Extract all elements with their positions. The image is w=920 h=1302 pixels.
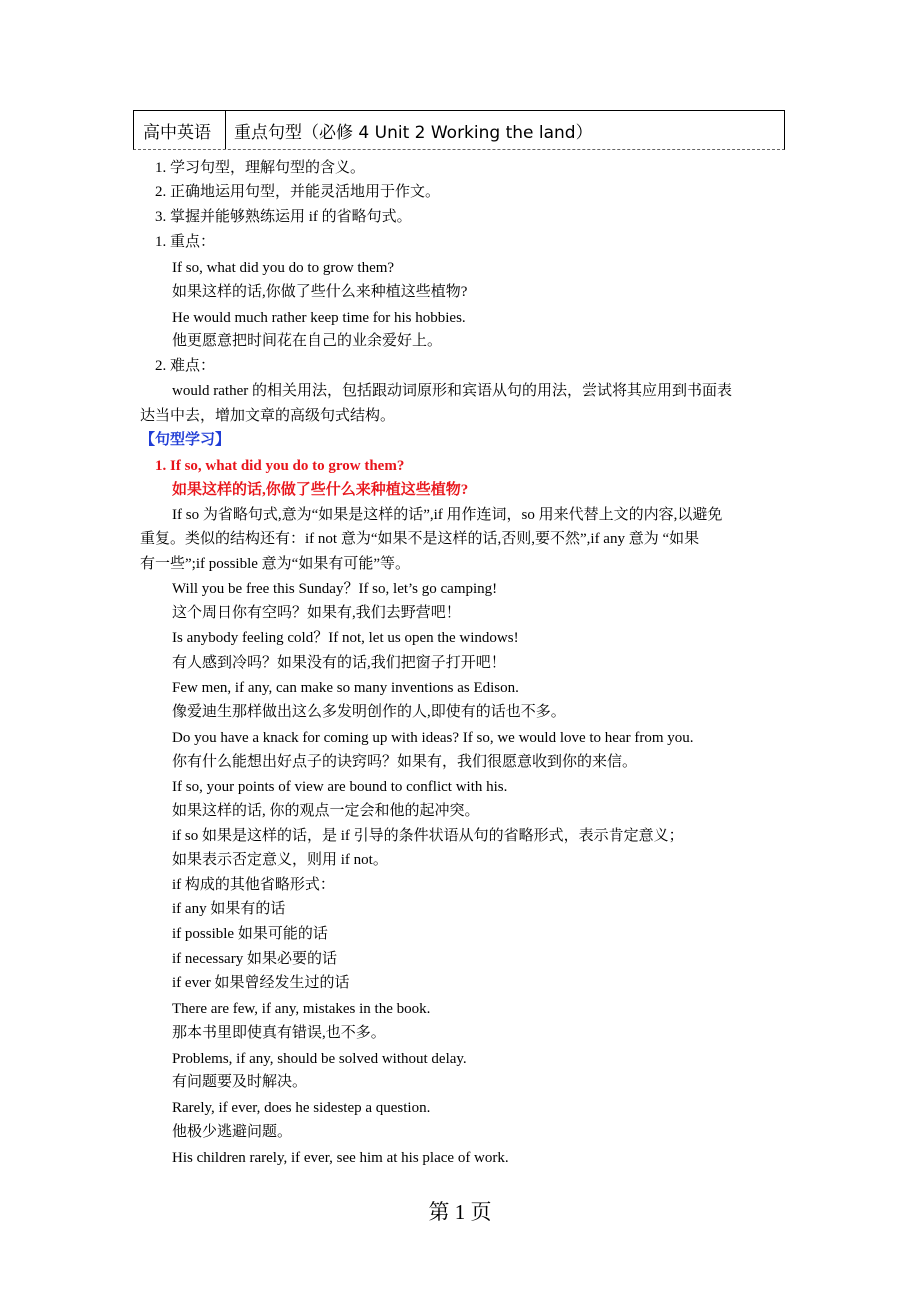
objective-3: 3. 掌握并能够熟练运用 if 的省略句式。 — [155, 209, 412, 225]
example-line: 有人感到冷吗？如果没有的话,我们把窗子打开吧！ — [172, 655, 506, 671]
example-line: His children rarely, if ever, see him at his place of work. — [172, 1150, 509, 1166]
example-line: 你有什么能想出好点子的诀窍吗？如果有，我们很愿意收到你的来信。 — [172, 754, 638, 770]
example-line: 如果这样的话, 你的观点一定会和他的起冲突。 — [172, 803, 480, 819]
example-line: Do you have a knack for coming up with ideas? If so, we would love to hear from you. — [172, 730, 694, 746]
key-points-label: 1. 重点： — [155, 234, 216, 250]
example-line: Few men, if any, can make so many inventions as Edison. — [172, 680, 519, 696]
example-line: if necessary 如果必要的话 — [172, 951, 337, 967]
explanation-line: If so 为省略句式,意为“如果是这样的话”,if 用作连词，so 用来代替上文的内容,以避免 — [172, 507, 723, 523]
sentence-1-en: 1. If so, what did you do to grow them? — [155, 458, 405, 474]
difficult-points-label: 2. 难点： — [155, 358, 216, 374]
example-line: Is anybody feeling cold？If not, let us open the windows! — [172, 630, 519, 646]
key-point-line: If so, what did you do to grow them? — [172, 260, 395, 276]
section-title: 【句型学习】 — [140, 432, 231, 448]
difficult-points-line: would rather 的相关用法，包括跟动词原形和宾语从句的用法，尝试将其应用到书面表 — [172, 383, 732, 399]
difficult-points-line: 达当中去，增加文章的高级句式结构。 — [140, 408, 396, 424]
objective-1: 1. 学习句型，理解句型的含义。 — [155, 160, 366, 176]
key-point-line: 他更愿意把时间花在自己的业余爱好上。 — [172, 333, 443, 349]
header-topic: 重点句型（必修 4 Unit 2 Working the land） — [234, 122, 593, 143]
key-point-line: 如果这样的话,你做了些什么来种植这些植物? — [172, 284, 468, 300]
example-line: 有问题要及时解决。 — [172, 1074, 308, 1090]
header-subject: 高中英语 — [134, 111, 226, 149]
example-line: if any 如果有的话 — [172, 901, 286, 917]
example-line: if ever 如果曾经发生过的话 — [172, 975, 350, 991]
example-line: Rarely, if ever, does he sidestep a question. — [172, 1100, 431, 1116]
example-line: if 构成的其他省略形式： — [172, 877, 335, 893]
explanation-line: 有一些”;if possible 意为“如果有可能”等。 — [140, 556, 410, 572]
explanation-line: 重复。类似的结构还有：if not 意为“如果不是这样的话,否则,要不然”,if any 意为 “如果 — [140, 531, 700, 547]
objective-2: 2. 正确地运用句型，并能灵活地用于作文。 — [155, 184, 441, 200]
header-table — [133, 110, 785, 150]
example-line: 如果表示否定意义，则用 if not。 — [172, 852, 388, 868]
example-line: If so, your points of view are bound to conflict with his. — [172, 779, 508, 795]
example-line: if possible 如果可能的话 — [172, 926, 328, 942]
page-number: 第 1 页 — [428, 1200, 492, 1224]
example-line: 这个周日你有空吗？如果有,我们去野营吧！ — [172, 605, 461, 621]
sentence-1-zh: 如果这样的话,你做了些什么来种植这些植物? — [172, 482, 469, 498]
example-line: 那本书里即使真有错误,也不多。 — [172, 1025, 386, 1041]
example-line: Will you be free this Sunday？If so, let’s go camping! — [172, 581, 498, 597]
key-point-line: He would much rather keep time for his hobbies. — [172, 310, 466, 326]
example-line: if so 如果是这样的话，是 if 引导的条件状语从句的省略形式，表示肯定意义； — [172, 828, 684, 844]
example-line: 像爱迪生那样做出这么多发明创作的人,即使有的话也不多。 — [172, 704, 566, 720]
example-line: Problems, if any, should be solved without delay. — [172, 1051, 467, 1067]
example-line: There are few, if any, mistakes in the book. — [172, 1001, 431, 1017]
example-line: 他极少逃避问题。 — [172, 1124, 293, 1140]
